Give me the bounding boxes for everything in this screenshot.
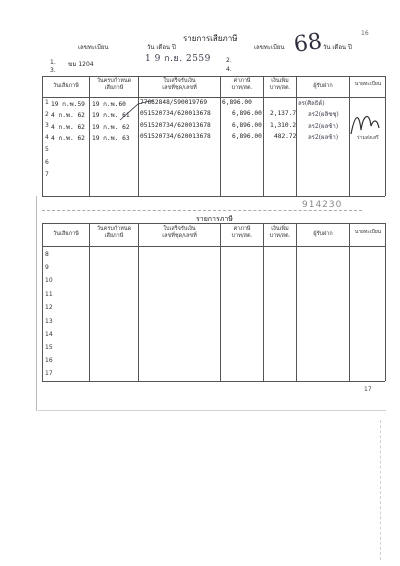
paid-date: 19 ก.พ.59 bbox=[51, 101, 85, 108]
date-handwritten: 1 9 ก.ย. 2559 bbox=[145, 54, 211, 64]
due-date: 19 ก.พ. 62 bbox=[92, 124, 130, 131]
tick-mark bbox=[118, 96, 158, 126]
row-number: 11 bbox=[45, 291, 53, 298]
row-number: 9 bbox=[45, 264, 49, 271]
page-edge-bottom bbox=[38, 410, 386, 411]
row-number: 4 bbox=[45, 134, 49, 141]
tax-amount: 6,896.00 bbox=[232, 122, 262, 129]
receipt-number: 051520734/620013678 bbox=[140, 133, 211, 140]
receiver-name: ลร(ศิลธิต์) bbox=[298, 100, 325, 107]
tax-amount: 6,896.00 bbox=[232, 110, 262, 117]
col-header-receiver: ผู้รับฝาก bbox=[313, 231, 333, 237]
page-edge-left bbox=[36, 196, 37, 411]
item-3-number: 3. bbox=[50, 67, 56, 74]
extra-amount: 1,310.2 bbox=[270, 122, 297, 129]
col-header-receipt: ใบเสร็จรับเงิน เลขที่ชุด/เลขที่ bbox=[162, 226, 197, 239]
row-number: 3 bbox=[45, 122, 49, 129]
item-1-value: ฆม 1204 bbox=[68, 61, 94, 68]
col-header-receipt: ใบเสร็จรับเงิน เลขที่ชุด/เลขที่ bbox=[162, 78, 197, 91]
row-number: 1 bbox=[45, 99, 49, 106]
extra-amount: 2,137.7 bbox=[270, 110, 297, 117]
col-header-receiver: ผู้รับฝาก bbox=[313, 83, 333, 89]
item-4-number: 4. bbox=[226, 66, 232, 73]
receipt-number: 051520734/620013678 bbox=[140, 122, 211, 129]
col-header-registrar: นายทะเบียน bbox=[354, 229, 382, 235]
row-number: 12 bbox=[45, 304, 53, 311]
page-number-top: 16 bbox=[361, 30, 369, 37]
due-date: 19 ก.พ. 61 bbox=[92, 112, 130, 119]
row-number: 2 bbox=[45, 111, 49, 118]
receiver-name: ลร2(ผลิชชุ) bbox=[308, 111, 339, 118]
date-label-right: วัน เดือน ปี bbox=[323, 44, 352, 51]
col-header-tax: ค่าภาษี บาท/สต. bbox=[231, 226, 253, 239]
lower-table-title: รายการภาษี bbox=[196, 215, 233, 223]
col-header-extra: เงินเพิ่ม บาท/สต. bbox=[269, 226, 291, 239]
reg-label-left: เลขทะเบียน bbox=[78, 44, 109, 51]
row-number: 8 bbox=[45, 251, 49, 258]
receipt-number: 051520734/620013678 bbox=[140, 110, 211, 117]
date-label-left: วัน เดือน ปี bbox=[147, 44, 176, 51]
reg-number-handwritten: 68 bbox=[292, 29, 324, 58]
reg-label-right: เลขทะเบียน bbox=[254, 44, 285, 51]
item-2-number: 2. bbox=[226, 57, 232, 64]
paid-date: 4 ก.พ. 62 bbox=[51, 112, 85, 119]
col-header-due-date: วันครบกำหนด เสียภาษี bbox=[96, 226, 132, 239]
col-header-due-date: วันครบกำหนด เสียภาษี bbox=[96, 78, 132, 91]
col-header-tax: ค่าภาษี บาท/สต. bbox=[231, 78, 253, 91]
row-number: 7 bbox=[45, 171, 49, 178]
item-1-number: 1. bbox=[50, 59, 56, 66]
due-date: 19 ก.พ. 63 bbox=[92, 135, 130, 142]
margin-note: ร่ามส่งเสรี bbox=[357, 135, 379, 141]
paid-date: 4 ก.พ. 62 bbox=[51, 135, 85, 142]
side-stamp: 914230 bbox=[302, 200, 343, 210]
tax-amount: 6,896.00 bbox=[232, 133, 262, 140]
row-number: 17 bbox=[45, 370, 53, 377]
receipt-number: 77662848/590019769 bbox=[140, 99, 208, 106]
due-date: 19 ก.พ.60 bbox=[92, 101, 126, 108]
bottom-page-number: 17 bbox=[364, 386, 372, 393]
extra-amount: 482.72 bbox=[274, 133, 297, 140]
divider-dashed bbox=[42, 210, 362, 211]
col-header-extra: เงินเพิ่ม บาท/สต. bbox=[269, 78, 291, 91]
row-number: 15 bbox=[45, 344, 53, 351]
paid-date: 4 ก.พ. 62 bbox=[51, 124, 85, 131]
col-header-registrar: นายทะเบียน bbox=[354, 81, 382, 87]
row-number: 14 bbox=[45, 331, 53, 338]
page-title: รายการเสียภาษี bbox=[183, 34, 238, 43]
receiver-name: ลร2(ผลช้า) bbox=[308, 123, 339, 130]
row-number: 16 bbox=[45, 357, 53, 364]
receiver-name: ลร2(ผลช้า) bbox=[308, 134, 339, 141]
row-number: 6 bbox=[45, 159, 49, 166]
col-header-paid-date: วันเสียภาษี bbox=[53, 231, 79, 237]
row-number: 13 bbox=[45, 318, 53, 325]
row-number: 10 bbox=[45, 277, 53, 284]
col-header-paid-date: วันเสียภาษี bbox=[53, 83, 79, 89]
tax-amount: 6,896.00 bbox=[222, 99, 252, 106]
scan-edge-right bbox=[380, 420, 381, 560]
row-number: 5 bbox=[45, 146, 49, 153]
